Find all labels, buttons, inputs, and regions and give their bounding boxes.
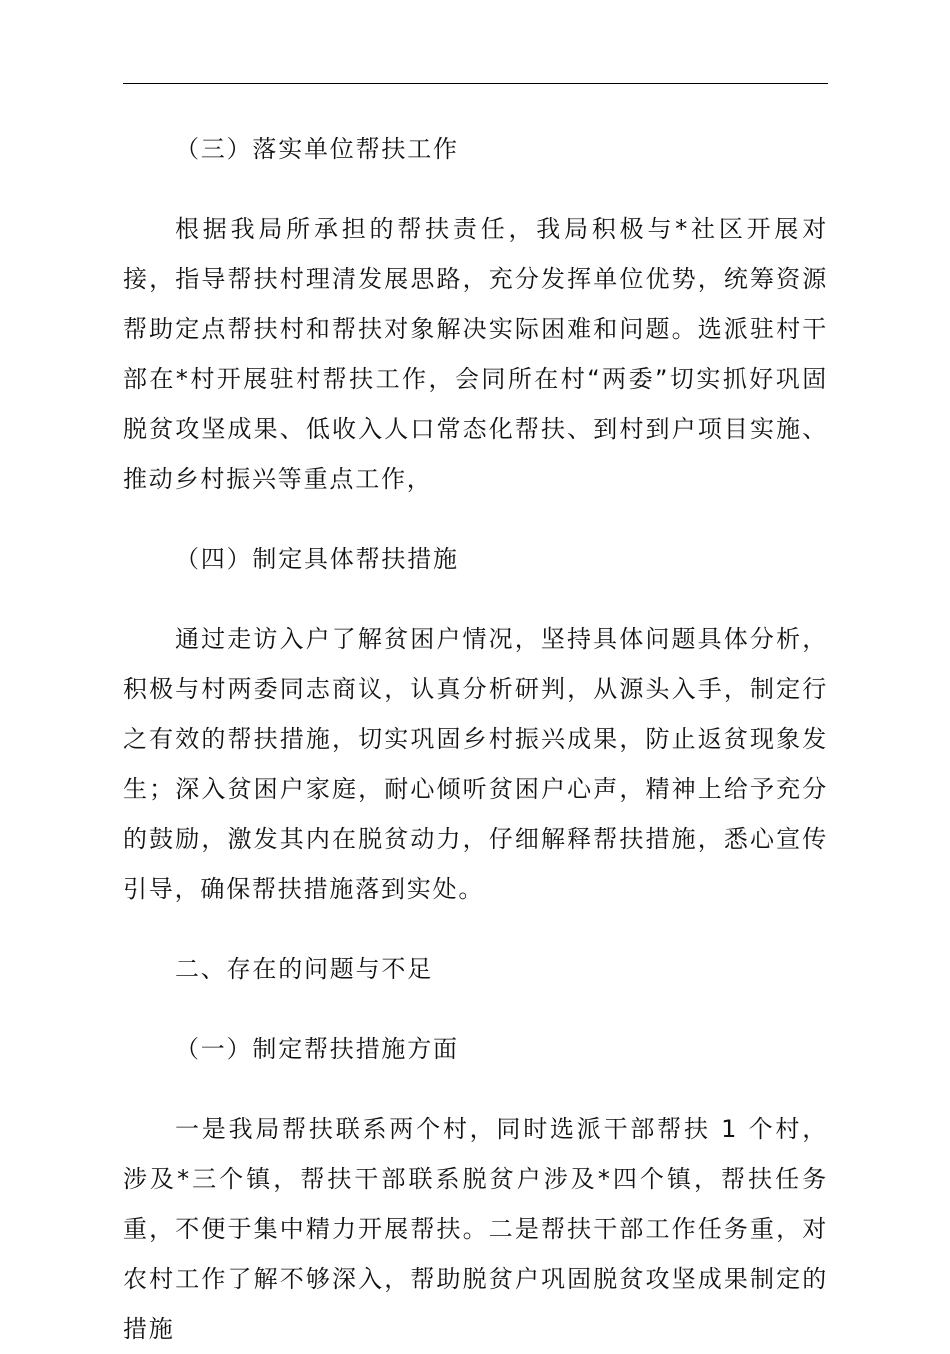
chapter-heading-problems: 二、存在的问题与不足 [175,955,433,983]
paragraph-unit-assistance: 根据我局所承担的帮扶责任，我局积极与*社区开展对接，指导帮扶村理清发展思路，充分发挥单位优势，统筹资源帮助定点帮扶村和帮扶对象解决实际困难和问题。选派驻村干部在*村开展驻村帮扶工作，会同所在村“两委”切实抓好巩固脱贫攻坚成果、低收入人口常态化帮扶、到村到户项目实施、推动乡村振兴等重点工作， [123,215,828,493]
section-heading-4: （四）制定具体帮扶措施 [175,545,459,573]
document-body [123,124,828,1354]
paragraph-measures-problems: 一是我局帮扶联系两个村，同时选派干部帮扶 1 个村，涉及*三个镇，帮扶干部联系脱贫户涉及*四个镇，帮扶任务重，不便于集中精力开展帮扶。二是帮扶干部工作任务重，对农村工作了解不够深入，帮助脱贫户巩固脱贫攻坚成果制定的措施 [123,1115,828,1343]
paragraph-specific-measures: 通过走访入户了解贫困户情况，坚持具体问题具体分析，积极与村两委同志商议，认真分析研判，从源头入手，制定行之有效的帮扶措施，切实巩固乡村振兴成果，防止返贫现象发生；深入贫困户家庭，耐心倾听贫困户心声，精神上给予充分的鼓励，激发其内在脱贫动力，仔细解释帮扶措施，悉心宣传引导，确保帮扶措施落到实处。 [123,625,828,903]
section-heading-1: （一）制定帮扶措施方面 [175,1035,459,1063]
header-rule [123,83,828,84]
section-heading-3: （三）落实单位帮扶工作 [175,135,459,163]
